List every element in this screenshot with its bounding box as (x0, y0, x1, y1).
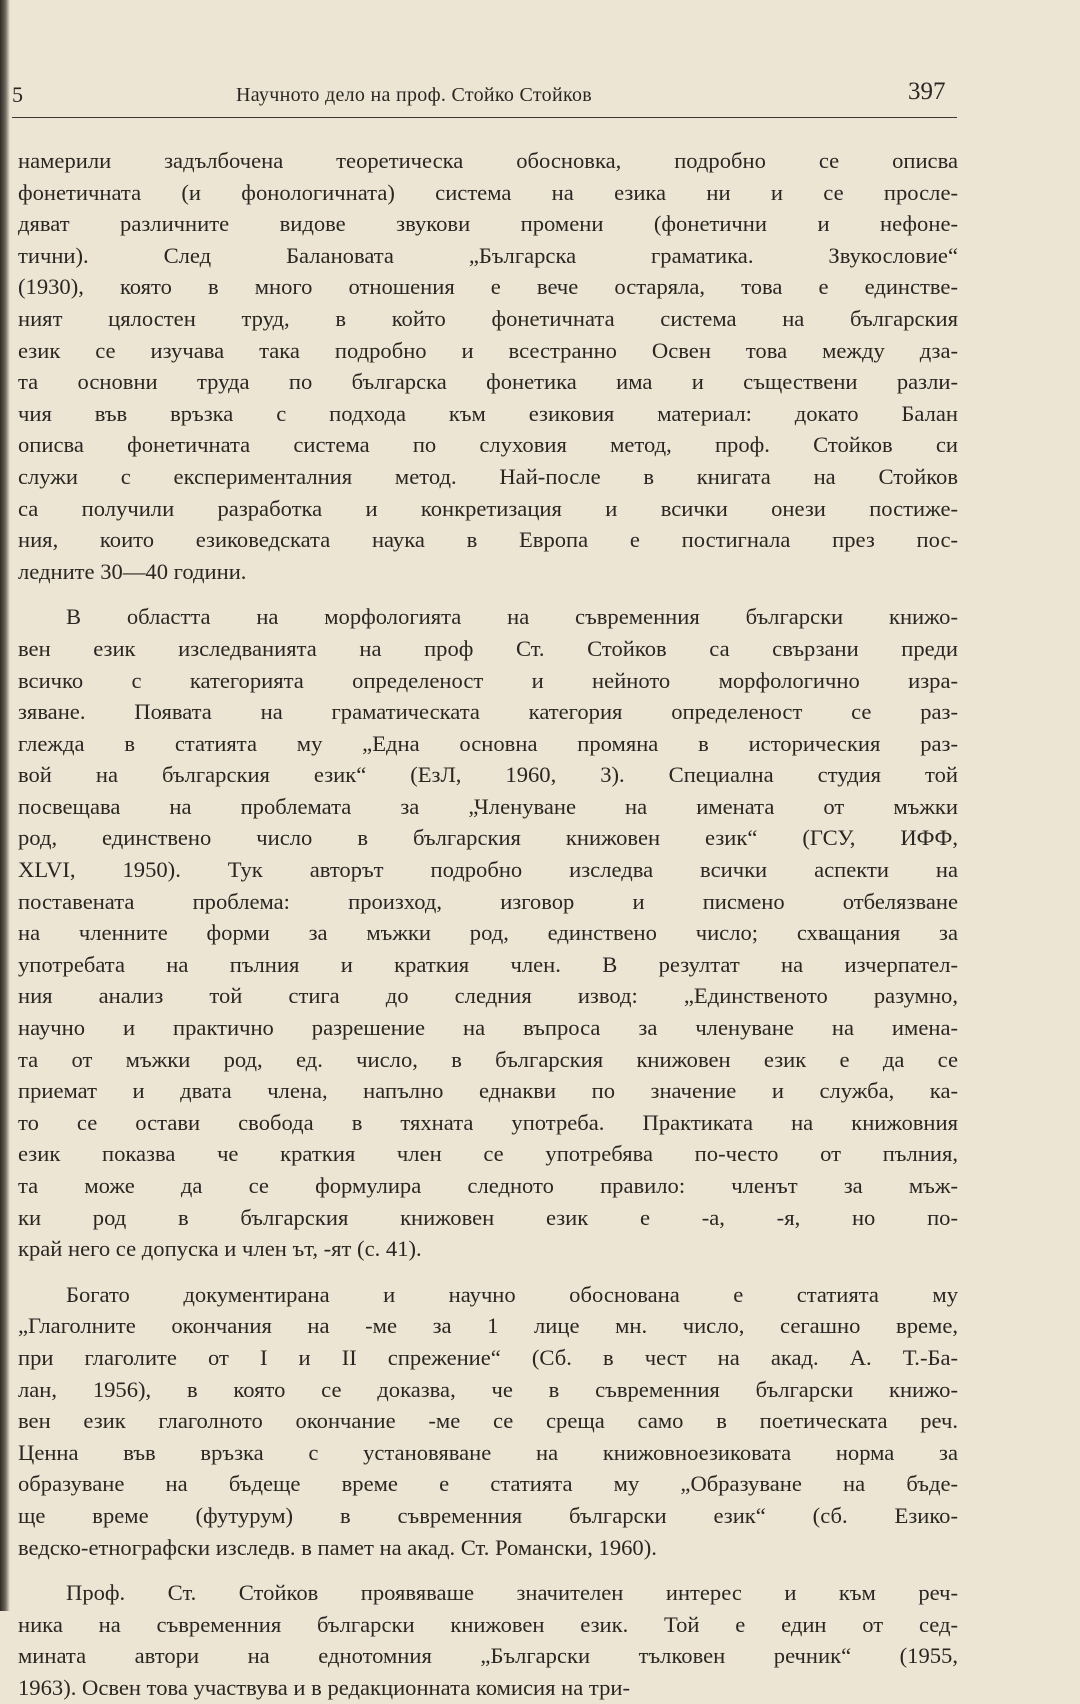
page-header (0, 78, 1080, 118)
facing-page-number: 5 (12, 82, 23, 107)
text-line: глежда в статията му „Една основна промяна в историческия раз- (18, 730, 958, 756)
text-line: образуване на бъдеще време е статията му „Образуване на бъде- (18, 1471, 958, 1497)
text-line: та от мъжки род, ед. число, в българския книжовен език е да се (18, 1046, 958, 1072)
text-line: при глаголите от I и II спрежение“ (Сб. в чест на акад. А. Т.-Ба- (18, 1344, 958, 1370)
text-line: В областта на морфологията на съвременния български книжо- (66, 604, 958, 630)
text-line: поставената проблема: произход, изговор и писмено отбелязване (18, 888, 958, 914)
text-line: Проф. Ст. Стойков проявяваше значителен интерес и към реч- (66, 1580, 958, 1606)
text-line: ния, които езиковедската наука в Европа е постигнала през пос- (18, 527, 958, 553)
paragraph-2 (18, 601, 958, 1264)
text-line: дяват различните видове звукови промени (фонетични и нефоне- (18, 211, 958, 237)
text-line: фонетичната (и фонологичната) система на езика ни и се просле- (18, 179, 958, 205)
text-line: тични). След Балановата „Българска граматика. Звукословие“ (18, 242, 958, 268)
text-line: посвещава на проблемата за „Членуване на имената от мъжки (18, 793, 958, 819)
text-line: език показва че краткия член се употребява по-често от пълния, (18, 1141, 958, 1167)
text-line: употребата на пълния и краткия член. В резултат на изчерпател- (18, 951, 958, 977)
text-line: та може да се формулира следното правило: членът за мъж- (18, 1173, 958, 1198)
text-line: вен език глаголното окончание -ме се среща само в поетическата реч. (18, 1408, 958, 1434)
text-line: Богато документирана и научно обоснована е статията му (66, 1281, 958, 1307)
text-line: чия във връзка с подхода към езиковия материал: докато Балан (18, 400, 958, 426)
text-line: ния анализ той стига до следния извод: „Единственото разумно, (18, 983, 958, 1009)
text-line: мината автори на еднотомния „Български тълковен речник“ (1955, (18, 1643, 958, 1669)
text-line: лан, 1956), в която се доказва, че в съвременния български книжо- (18, 1376, 958, 1402)
page-binding-shadow (0, 0, 10, 1611)
paragraph-gap (18, 1563, 958, 1577)
text-line: на членните форми за мъжки род, единствено число; схващания за (18, 920, 958, 946)
header-rule (12, 117, 957, 118)
text-line: са получили разработка и конкретизация и всички онези постиже- (18, 495, 958, 521)
text-line: то се остави свобода в тяхната употреба. Практиката на книжовния (18, 1109, 958, 1135)
body-text (18, 145, 958, 1704)
text-line: ника на съвременния български книжовен език. Той е един от сед- (18, 1611, 958, 1637)
text-line: зяване. Появата на граматическата категория определеност се раз- (18, 699, 958, 725)
text-line: намерили задълбочена теоретическа обосновка, подробно се описва (18, 148, 958, 173)
text-line: XLVI, 1950). Тук авторът подробно изследва всички аспекти на (18, 857, 958, 883)
text-line: та основни труда по българска фонетика има и съществени разли- (18, 369, 958, 395)
text-line: всичко с категорията определеност и нейното морфологично изра- (18, 667, 958, 693)
page-number: 397 (908, 78, 946, 105)
text-line: език се изучава така подробно и всестранно Освен това между дза- (18, 337, 958, 363)
text-line: приемат и двата члена, напълно еднакви по значение и служба, ка- (18, 1078, 958, 1104)
text-line: ще време (футурум) в съвременния български език“ (сб. Езико- (18, 1502, 958, 1528)
text-line: ният цялостен труд, в който фонетичната система на българския (18, 305, 958, 331)
text-line: (1930), която в много отношения е вече остаряла, това е единстве- (18, 274, 958, 300)
text-line: ки род в българския книжовен език е -а, -я, но по- (18, 1204, 958, 1230)
text-line: вой на българския език“ (ЕзЛ, 1960, 3). Специална студия той (18, 762, 958, 788)
text-line: служи с експерименталния метод. Най-после в книгата на Стойков (18, 463, 958, 489)
paragraph-4 (18, 1577, 958, 1703)
text-line: „Глаголните окончания на -ме за 1 лице мн. число, сегашно време, (18, 1313, 958, 1339)
running-title: Научното дело на проф. Стойко Стойков (236, 84, 593, 106)
text-line: край него се допуска и член ът, -ят (с. 41). (18, 1236, 422, 1262)
text-line: описва фонетичната система по слуховия метод, проф. Стойков си (18, 432, 958, 458)
paragraph-gap (18, 1265, 958, 1279)
text-line: 1963). Освен това участвува и в редакционната комисия на три- (18, 1674, 630, 1700)
text-line: Ценна във връзка с установяване на книжовноезиковата норма за (18, 1439, 958, 1465)
text-line: ледните 30—40 години. (18, 558, 247, 584)
paragraph-1 (18, 145, 958, 587)
text-line: род, единствено число в българския книжовен език“ (ГСУ, ИФФ, (18, 825, 958, 851)
paragraph-gap (18, 587, 958, 601)
text-line: научно и практично разрешение на въпроса за членуване на имена- (18, 1015, 958, 1041)
text-line: ведско-етнографски изследв. в памет на акад. Ст. Романски, 1960). (18, 1534, 657, 1560)
paragraph-3 (18, 1279, 958, 1563)
text-line: вен език изследванията на проф Ст. Стойков са свързани преди (18, 635, 958, 661)
